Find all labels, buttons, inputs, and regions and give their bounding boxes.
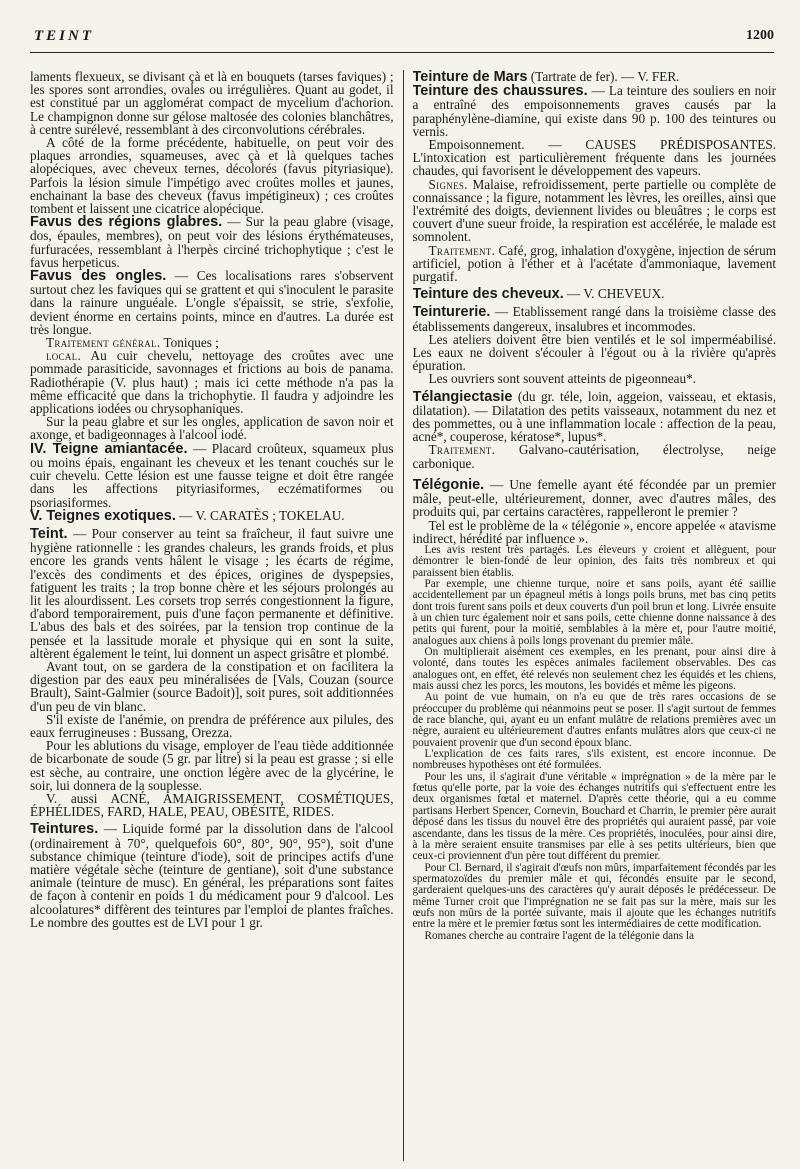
column-rule — [403, 70, 404, 1161]
section-label: Signes. — [428, 176, 468, 192]
entry — [413, 478, 777, 519]
entry-text: Sur la peau glabre et sur les ongles, application de savon noir et axonge, et badigeonnages à l'alcool iodé. — [30, 414, 394, 443]
entry-text: Tel est le problème de la « télégonie », encore appelée « atavisme indirect, hérédité par influence ». — [412, 517, 777, 546]
entry — [30, 215, 394, 269]
entry-headword: Teintures. — [30, 821, 99, 838]
entry-text: S'il existe de l'anémie, on prendra de préférence aux pilules, des eaux ferrugineuses : Bussang, Orezza. — [30, 711, 394, 740]
entry-text: Romanes cherche au contraire l'agent de la télégonie dans la — [424, 929, 694, 942]
paragraph — [413, 443, 777, 469]
entry — [30, 822, 394, 929]
entry-text: L'explication de ces faits rares, s'ils existent, est encore inconnue. De nombreuses hypothèses ont été formulées. — [412, 748, 777, 772]
entry-headword: Télégonie. — [412, 476, 485, 493]
entry-text: Galvano-cautérisation, électrolyse, neige carbonique. — [412, 442, 777, 471]
entry-text: Empoisonnement. — CAUSES PRÉDISPOSANTES. L'intoxication est particulièrement fréquente dans les journées chaudes, qui favorisent le développement des vapeurs. — [412, 137, 777, 179]
paragraph — [413, 333, 777, 373]
entry-text: On multiplierait aisément ces exemples, en les prenant, pour ainsi dire à volonté, dans toutes les espèces animales facilement observables. Des cas analogues ont, en effet, été relevés non seulement chez les équidés et les chiens, mais aussi chez les porcs, les moutons, les bovidés et même les pigeons. — [412, 646, 777, 693]
entry — [30, 509, 394, 523]
paragraph — [413, 372, 777, 385]
text-columns — [30, 70, 776, 1161]
entry-text: A côté de la forme précédente, habituelle, on peut voir des plaques arrondies, squameuses, avec çà et là quelques taches alopéciques, avec cheveux ternes, décolorés (favus pityriasique). Parfois la lésion simule l'impétigo avec croûtes molles et jaunes, enchainant la base des cheveux (favus impétigineux) ; ces croûtes tombent et laissent une cicatrice alopécique. — [30, 135, 394, 217]
header-word: TEINT — [34, 28, 94, 44]
paragraph — [413, 244, 777, 284]
small-print-paragraph — [413, 863, 777, 931]
section-label: local. — [46, 348, 82, 364]
section-label: Traitement général. — [46, 335, 161, 351]
entry — [30, 442, 394, 509]
entry-text: Toniques ; — [160, 335, 219, 351]
entry-text: (du gr. téle, loin, aggeion, vaisseau, et ektasis, dilatation). — Dilatation des petits vaisseaux, notamment du nez et des pommettes, ou à une inflammation locale : affection de la peau, acné*, couperose, kératose*, lupus*. — [412, 388, 777, 445]
paragraph — [413, 138, 777, 178]
entry-headword: Teinture des cheveux. — [412, 286, 564, 303]
entry-headword: Teinturerie. — [412, 304, 491, 321]
entry-headword: Favus des ongles. — [30, 268, 167, 285]
left-column — [30, 70, 394, 1161]
running-header — [30, 18, 774, 53]
entry — [413, 287, 777, 301]
entry-text: Café, grog, inhalation d'oxygène, injection de sérum artificiel, potion à l'éther et à l'acétate d'ammoniaque, lavement purgatif. — [412, 242, 777, 285]
small-print-paragraph — [413, 931, 777, 942]
page-number: 1200 — [746, 28, 774, 43]
entry-text: — Etablissement rangé dans la troisième classe des établissements dangereux, insalubres et incommodes. — [412, 304, 777, 334]
paragraph — [30, 739, 394, 792]
entry-text: Au point de vue humain, on n'a eu que de très rares occasions de se préoccuper du problème qui néanmoins peut se poser. Il s'agit surtout de femmes de race blanche, qui, ayant eu un enfant mulâtre de relations premières avec un nègre, auraient eu ultérieurement d'autres enfants mulâtres alors que ceux-ci ne pouvaient provenir que d'un second époux blanc. — [412, 691, 777, 749]
entry-text: Au cuir chevelu, nettoyage des croûtes avec une pommade parasiticide, savonnages et frictions au bois de panama. Radiothérapie (V. plus haut) ; mais ici cette méthode n'a pas la même efficacité que dans la trichophytie. Il faudra y adjoindre les applications iodées ou chrysophaniques. — [30, 348, 394, 417]
entry-text: laments flexueux, se divisant çà et là en bouquets (tarses faviques) ; les spores sont arrondies, ovales ou irrégulières. Quant au godet, il est constitué par un agglomérat compact de mycelium d'achorion. Le champignon donne sur gélose maltosée des colonies blanchâtres, à centre surélevé, ressemblant à des circonvolutions cérébrales. — [30, 70, 394, 137]
entry-text: Pour Cl. Bernard, il s'agirait d'œufs non mûrs, imparfaitement fécondés par les spermatozoïdes du premier mâle et qui, fécondés ensuite par le second, garderaient quelques-uns des caractères qu'y aurait déposés le prédécesseur. De même Turner croit que l'imprégnation ne se fait pas sur la mère, mais sur les œufs non mûrs de la portée suivante, mais il ajoute que les échanges nutritifs entre la mère et le premier fœtus sont les intermédiaires de cette modification. — [412, 861, 777, 931]
entry-text: Les ateliers doivent être bien ventilés et le sol imperméabilisé. Les eaux ne doivent s'écouler à l'égout ou à la rivière qu'après épuration. — [412, 331, 777, 374]
paragraph — [413, 178, 777, 244]
small-print-paragraph — [413, 692, 777, 749]
entry-text: V. aussi ACNÉ, AMAIGRISSEMENT, COSMÉTIQUES, ÉPHÉLIDES, FARD, HALE, PEAU, OBÉSITÉ, RIDES. — [30, 790, 394, 820]
entry-text: Avant tout, on se gardera de la constipation et on facilitera la digestion par des eaux peu minéralisées de [Vals, Couzan (source Brault), Saint-Galmier (source Badoit)], soit pures, soit additionnées d'un peu de vin blanc. — [30, 658, 394, 714]
small-print-paragraph — [413, 647, 777, 692]
entry — [413, 70, 777, 84]
entry-text: — V. CARATÈS ; TOKELAU. — [175, 507, 345, 523]
entry-headword: Teint. — [30, 525, 68, 542]
entry-text: — Sur la peau glabre (visage, dos, épaules, membres), on peut voir des lésions érythémateuses, furfuracées, ressemblant à l'herpès circiné trichophytique ; c'est le favus herpeticus. — [30, 214, 394, 270]
entry-headword: Favus des régions glabres. — [30, 214, 223, 231]
small-print-paragraph — [413, 772, 777, 863]
entry — [413, 390, 777, 444]
entry-text: Pour les uns, il s'agirait d'une véritable « imprégnation » de la mère par le fœtus qu'elle porte, par la voie des échanges nutritifs qui s'effectuent entre les deux organismes fœtal et maternel. D'après cette théorie, qui a eu comme partisans Herbert Spencer, Cornevin, Bouchard et Charrin, le premier père aurait déposé dans les tissus du nouvel être des propriétés qui auraient passé, par voie ascendante, dans les tissus de la mère. Ces propriétés, inoculées, pour ainsi dire, à la mère seraient ensuite transmises par elle à ses petits ultérieurs, bien que ceux-ci proviennent d'un père tout différent du premier. — [412, 770, 777, 863]
entry-headword: Télangiectasie — [412, 388, 513, 405]
small-print-paragraph — [413, 545, 777, 579]
entry-text: Les avis restent très partagés. Les éleveurs y croient et allèguent, pour démontrer le bien-fondé de leur opinion, des faits très nombreux et qui paraissent bien établis. — [412, 543, 777, 579]
section-label: Traitement. — [428, 242, 496, 258]
paragraph — [413, 519, 777, 545]
entry-headword: V. Teignes exotiques. — [30, 507, 176, 524]
paragraph — [30, 136, 394, 215]
entry-headword: Teinture des chaussures. — [412, 83, 588, 100]
small-print-paragraph — [413, 579, 777, 647]
paragraph — [30, 415, 394, 441]
entry-text: Par exemple, une chienne turque, noire et sans poils, ayant été saillie accidentellement par un épagneul métis à longs poils bruns, met bas cinq petits dont trois furent sans poils et deux couverts d'un poil brun et long. Livrée ensuite à un chien turc également noir et sans poils, cette chienne donne naissance à des petits qui furent, pour la moitié, semblables à la mère et, pour l'autre moitié, analogues aux chiens à poils longs provenant du premier mâle. — [412, 577, 777, 647]
paragraph — [30, 792, 394, 818]
entry — [30, 269, 394, 336]
section-label: Traitement. — [428, 442, 496, 458]
entry — [413, 84, 777, 138]
entry — [30, 527, 394, 660]
right-column — [413, 70, 777, 1161]
paragraph — [30, 713, 394, 739]
entry-text: — Liquide formé par la dissolution dans de l'alcool (ordinairement à 70°, quelquefois 60°, 80°, 90°, 95°), soit d'une substance chimique (teinture d'iode), soit de principes actifs d'une matière végétale sèche (teinture de gentiane), soit d'une substance animale (teinture de musc). En général, les préparations sont faites de façon à contenir en poids 1 du médicament pour 9 d'alcool. Les alcoolatures* diffèrent des teintures par l'emploi de plantes fraîches. Le nombre des gouttes est de LVI pour 1 gr. — [30, 821, 394, 930]
entry-text: Malaise, refroidissement, perte partielle ou complète de connaissance ; la figure, notamment les lèvres, les oreilles, ainsi que l'extrémité des doigts, deviennent livides ou bleuâtres ; le corps est couvert d'une sueur froide, la respiration est accélérée, le malade est somnolent. — [412, 176, 777, 245]
paragraph — [30, 349, 394, 415]
paragraph — [30, 70, 394, 136]
paragraph — [30, 660, 394, 713]
entry-headword: IV. Teigne amiantacée. — [30, 440, 188, 457]
small-print-paragraph — [413, 749, 777, 772]
entry-text: — Une femelle ayant été fécondée par un premier mâle, peut-elle, ultérieurement, donner, avec d'autres mâles, des produits qui, par certains caractères, rappelleront le premier ? — [412, 476, 777, 520]
entry-text: — La teinture des souliers en noir a entraîné des empoisonnements graves causés par la paraphénylène-diamine, qui existe dans 90 p. 100 des teintures ou vernis. — [412, 83, 777, 139]
entry — [413, 305, 777, 332]
entry-text: — V. CHEVEUX. — [563, 286, 665, 302]
entry-text: — Ces localisations rares s'observent surtout chez les faviques qui se grattent et qui s'inoculent le parasite dans la rainure unguéale. L'ongle s'épaissit, se strie, s'exfolie, devient énorme en certains points, mince en d'autres. La durée est très longue. — [30, 268, 394, 337]
entry-text: Les ouvriers sont souvent atteints de pigeonneau*. — [428, 371, 697, 387]
entry-text: (Tartrate de fer). — V. FER. — [527, 70, 680, 84]
entry-text: — Placard croûteux, squameux plus ou moins épais, engainant les cheveux et les tenant couchés sur le cuir chevelu. Cette lésion est une fausse teigne et doit être rangée dans les affections pityriasiformes, eczématiformes ou psoriasiformes. — [30, 440, 394, 510]
entry-text: Pour les ablutions du visage, employer de l'eau tiède additionnée de bicarbonate de soude (5 gr. par litre) si la peau est grasse ; si elle est sèche, au contraire, une onction légère avec de la glycérine, le soir, lui donnera de la souplesse. — [30, 738, 394, 793]
entry-text: — Pour conserver au teint sa fraîcheur, il faut suivre une hygiène rationnelle : les grandes chaleurs, les grands froids, et plus encore les grands vents hâlent le visage ; les écarts de régime, l'excès des condiments et des épices, origines de dyspepsies, fatiguent les traits ; la trop bonne chère et les séjours prolongés au lit les alourdissent. Les corsets trop serrés congestionnent la figure, d'abord temporairement, puis d'une façon permanente et définitive. L'abus des bals et des soirées, par la tension trop continue de la pensée et la lassitude morale et physique qui en sont la suite, altèrent également le teint, lui donnent un aspect grisâtre et plombé. — [30, 525, 394, 661]
entry-headword: Teinture de Mars — [412, 70, 528, 85]
